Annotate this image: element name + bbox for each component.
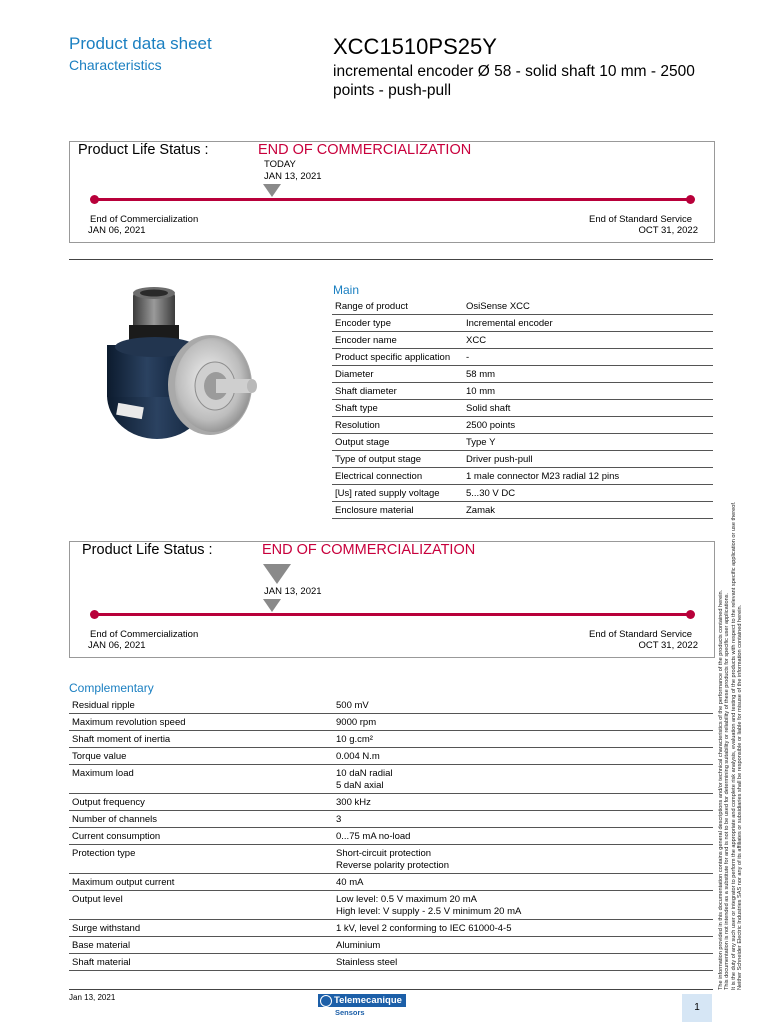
today-label: TODAY	[264, 159, 296, 170]
spec-value	[333, 765, 713, 794]
spec-value	[333, 748, 713, 765]
section-divider	[69, 259, 713, 260]
table-row	[332, 400, 713, 417]
footer-date: Jan 13, 2021	[69, 993, 116, 1002]
complementary-characteristics-table	[69, 697, 713, 971]
spec-value	[333, 845, 713, 874]
spec-value-line: Aluminium	[336, 940, 381, 951]
spec-name: [Us] rated supply voltage	[332, 485, 463, 502]
table-row	[69, 845, 713, 874]
product-description: incremental encoder Ø 58 - solid shaft 10 mm - 2500 points - push-pull	[333, 63, 695, 99]
spec-value	[333, 891, 713, 920]
spec-value	[333, 920, 713, 937]
spec-name: Maximum output current	[69, 874, 333, 891]
spec-value: Solid shaft	[463, 400, 713, 417]
spec-value-line: 300 kHz	[336, 797, 371, 808]
lifecycle-timeline	[94, 613, 690, 616]
life-status-panel-repeat	[69, 541, 715, 658]
spec-name: Protection type	[69, 845, 333, 874]
table-row	[69, 697, 713, 714]
spec-value: 2500 points	[463, 417, 713, 434]
life-status-value: END OF COMMERCIALIZATION	[258, 142, 472, 158]
table-row	[332, 417, 713, 434]
today-marker-icon	[263, 184, 281, 197]
spec-name: Torque value	[69, 748, 333, 765]
table-row	[332, 315, 713, 332]
spec-value: OsiSense XCC	[463, 298, 713, 315]
spec-value-line: 0.004 N.m	[336, 751, 380, 762]
life-status-label: Product Life Status :	[82, 542, 213, 558]
spec-value: Zamak	[463, 502, 713, 519]
spec-value	[333, 937, 713, 954]
spec-value: -	[463, 349, 713, 366]
table-row	[332, 349, 713, 366]
spec-value: Type Y	[463, 434, 713, 451]
table-row	[332, 332, 713, 349]
spec-name: Residual ripple	[69, 697, 333, 714]
spec-name: Type of output stage	[332, 451, 463, 468]
table-row	[69, 731, 713, 748]
spec-value: 58 mm	[463, 366, 713, 383]
spec-name: Range of product	[332, 298, 463, 315]
spec-name: Output level	[69, 891, 333, 920]
life-status-value: END OF COMMERCIALIZATION	[262, 542, 476, 558]
page-subtitle: Characteristics	[69, 57, 162, 73]
table-row	[332, 434, 713, 451]
spec-value-line: 3	[336, 814, 342, 825]
spec-value	[333, 794, 713, 811]
table-row	[69, 765, 713, 794]
spec-value-line: 10 g.cm²	[336, 734, 373, 745]
table-row	[332, 383, 713, 400]
spec-name: Electrical connection	[332, 468, 463, 485]
brand-globe-icon	[320, 995, 332, 1007]
spec-value-line: 5 daN axial	[336, 780, 384, 791]
disclaimer-line: It is the duty of any such user or integrator to perform the appropriate and complete risk analysis, evaluation and testing of the products with respect to the relevant specific application or use thereof.	[730, 501, 737, 990]
disclaimer-line: This documentation is not intended as a substitute for and is not to be used for determining suitability or reliability of these products for specific user applications.	[724, 592, 731, 990]
complementary-section-title: Complementary	[69, 681, 154, 695]
legal-disclaimer	[718, 350, 744, 990]
spec-value	[333, 954, 713, 971]
service-end-label: End of Standard Service	[589, 629, 692, 640]
lifecycle-timeline	[94, 198, 690, 201]
product-image	[95, 285, 260, 445]
spec-name: Shaft diameter	[332, 383, 463, 400]
service-end-label: End of Standard Service	[589, 214, 692, 225]
spec-name: Base material	[69, 937, 333, 954]
spec-value: Incremental encoder	[463, 315, 713, 332]
brand-logo	[318, 994, 406, 1017]
spec-value: 5...30 V DC	[463, 485, 713, 502]
brand-subtitle: Sensors	[335, 1008, 365, 1017]
spec-name: Encoder type	[332, 315, 463, 332]
spec-name: Maximum revolution speed	[69, 714, 333, 731]
spec-name: Output stage	[332, 434, 463, 451]
spec-value-line: High level: V supply - 2.5 V minimum 20 mA	[336, 906, 522, 917]
today-marker-large-icon	[263, 564, 291, 584]
table-row	[69, 714, 713, 731]
spec-name: Output frequency	[69, 794, 333, 811]
disclaimer-line: Neither Schneider Electric Industries SAS nor any of its affiliates or subsidiaries shall be responsible or liable for misuse of the information contained herein.	[737, 604, 744, 990]
spec-name: Diameter	[332, 366, 463, 383]
spec-value: 1 male connector M23 radial 12 pins	[463, 468, 713, 485]
footer-divider	[69, 989, 713, 990]
spec-value-line: Stainless steel	[336, 957, 398, 968]
spec-value: 10 mm	[463, 383, 713, 400]
table-row	[69, 954, 713, 971]
spec-value-line: 9000 rpm	[336, 717, 377, 728]
commercialization-end-date: JAN 06, 2021	[88, 225, 146, 236]
spec-name: Current consumption	[69, 828, 333, 845]
spec-name: Shaft material	[69, 954, 333, 971]
spec-value-line: 0...75 mA no-load	[336, 831, 411, 842]
life-status-panel	[69, 141, 715, 243]
table-row	[69, 937, 713, 954]
table-row	[332, 451, 713, 468]
brand-name: Telemecanique	[334, 995, 402, 1006]
spec-name: Shaft type	[332, 400, 463, 417]
spec-value-line: 10 daN radial	[336, 768, 393, 779]
life-status-label: Product Life Status :	[78, 142, 209, 158]
main-section-title: Main	[333, 283, 360, 297]
spec-name: Encoder name	[332, 332, 463, 349]
spec-name: Resolution	[332, 417, 463, 434]
spec-value-line: 40 mA	[336, 877, 364, 888]
page-number: 1	[682, 994, 712, 1022]
spec-value	[333, 731, 713, 748]
today-marker-icon	[263, 599, 281, 612]
table-row	[69, 794, 713, 811]
spec-name: Surge withstand	[69, 920, 333, 937]
page-title: Product data sheet	[69, 34, 212, 53]
table-row	[332, 298, 713, 315]
commercialization-end-label: End of Commercialization	[90, 629, 199, 640]
table-row	[332, 468, 713, 485]
spec-name: Maximum load	[69, 765, 333, 794]
product-reference: XCC1510PS25Y	[333, 34, 497, 59]
spec-value-line: 1 kV, level 2 conforming to IEC 61000-4-5	[336, 923, 512, 934]
spec-value-line: 500 mV	[336, 700, 369, 711]
timeline-start-dot	[90, 195, 99, 204]
table-row	[69, 811, 713, 828]
spec-value	[333, 811, 713, 828]
timeline-end-dot	[686, 610, 695, 619]
spec-value	[333, 828, 713, 845]
commercialization-end-date: JAN 06, 2021	[88, 640, 146, 651]
table-row	[332, 485, 713, 502]
table-row	[69, 828, 713, 845]
spec-value-line: Short-circuit protection	[336, 848, 432, 859]
table-row	[332, 366, 713, 383]
service-end-date: OCT 31, 2022	[638, 225, 698, 236]
spec-name: Enclosure material	[332, 502, 463, 519]
spec-value-line: Reverse polarity protection	[336, 860, 449, 871]
spec-value-line: Low level: 0.5 V maximum 20 mA	[336, 894, 477, 905]
table-row	[69, 874, 713, 891]
table-row	[69, 920, 713, 937]
disclaimer-line: The information provided in this documentation contains general descriptions and/or technical characteristics of the performance of the products contained herein.	[718, 589, 724, 990]
main-characteristics-table	[332, 298, 713, 519]
spec-value	[333, 874, 713, 891]
service-end-date: OCT 31, 2022	[638, 640, 698, 651]
spec-name: Product specific application	[332, 349, 463, 366]
table-row	[332, 502, 713, 519]
spec-name: Shaft moment of inertia	[69, 731, 333, 748]
timeline-end-dot	[686, 195, 695, 204]
table-row	[69, 748, 713, 765]
timeline-start-dot	[90, 610, 99, 619]
today-date: JAN 13, 2021	[264, 171, 322, 182]
spec-value	[333, 714, 713, 731]
spec-value	[333, 697, 713, 714]
table-row	[69, 891, 713, 920]
spec-value: XCC	[463, 332, 713, 349]
spec-name: Number of channels	[69, 811, 333, 828]
spec-value: Driver push-pull	[463, 451, 713, 468]
today-date: JAN 13, 2021	[264, 586, 322, 597]
commercialization-end-label: End of Commercialization	[90, 214, 199, 225]
